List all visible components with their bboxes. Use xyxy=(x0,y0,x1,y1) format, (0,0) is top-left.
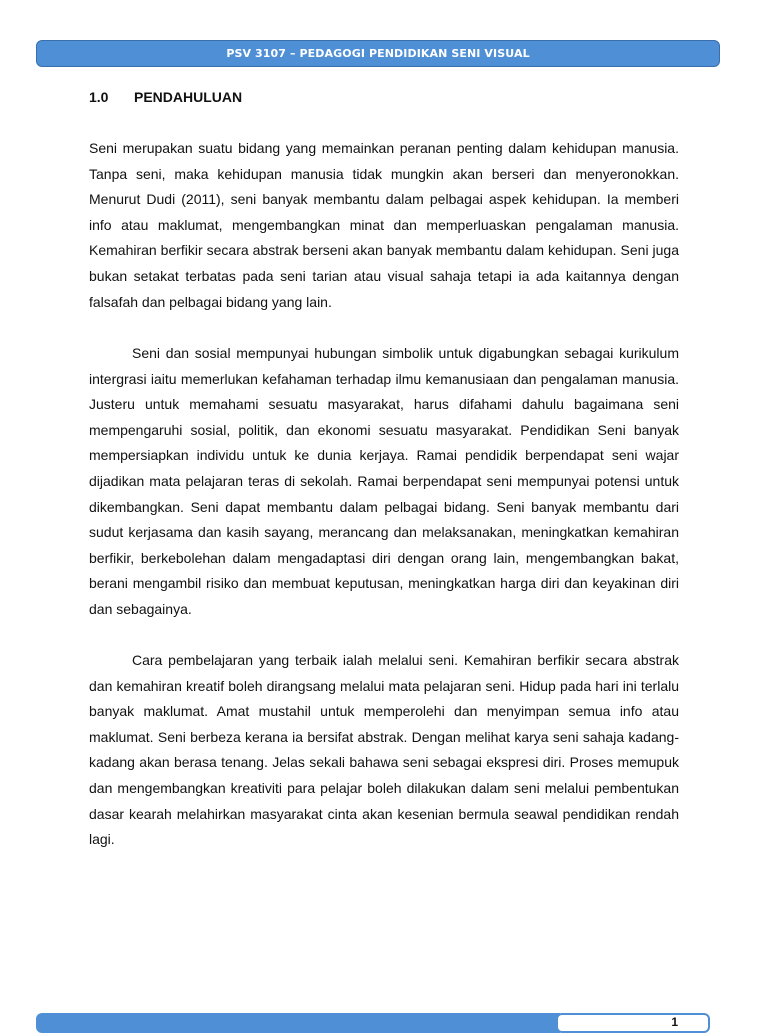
header-bar xyxy=(36,40,720,67)
section-heading xyxy=(89,89,242,105)
page-number: 1 xyxy=(671,1015,678,1029)
footer-bar xyxy=(36,1013,560,1033)
paragraph: Seni merupakan suatu bidang yang memainkan peranan penting dalam kehidupan manusia. Tanpa seni, maka kehidupan manusia tidak mungkin akan berseri dan menyeronokkan. Menurut Dudi (2011), seni banyak membantu dalam pelbagai aspek kehidupan. Ia memberi info atau maklumat, mengembangkan minat dan memperluaskan pengalaman manusia. Kemahiran berfikir secara abstrak berseni akan banyak membantu dalam kehidupan. Seni juga bukan setakat terbatas pada seni tarian atau visual sahaja tetapi ia ada kaitannya dengan falsafah dan pelbagai bidang yang lain. xyxy=(89,140,679,310)
document-title: PSV 3107 – PEDAGOGI PENDIDIKAN SENI VISUAL xyxy=(226,47,530,60)
paragraph: Seni dan sosial mempunyai hubungan simbolik untuk digabungkan sebagai kurikulum intergrasi iaitu memerlukan kefahaman terhadap ilmu kemanusiaan dan pengalaman manusia. Justeru untuk memahami sesuatu masyarakat, harus difahami dahulu bagaimana seni mempengaruhi sosial, politik, dan ekonomi sesuatu masyarakat. Pendidikan Seni banyak mempersiapkan individu untuk ke dunia kerjaya. Ramai pendidik berpendapat seni wajar dijadikan mata pelajaran teras di sekolah. Ramai berpendapat seni mempunyai potensi untuk dikembangkan. Seni dapat membantu dalam pelbagai bidang. Seni banyak membantu dari sudut kerjasama dan kasih sayang, merancang dan melaksanakan, meningkatkan kemahiran berfikir, berkebolehan dalam mengadaptasi diri dengan orang lain, mengembangkan bakat, berani mengambil risiko dan membuat keputusan, meningkatkan harga diri dan keyakinan diri dan sebagainya. xyxy=(89,345,679,617)
section-number: 1.0 xyxy=(89,89,109,105)
paragraph: Cara pembelajaran yang terbaik ialah melalui seni. Kemahiran berfikir secara abstrak dan kemahiran kreatif boleh dirangsang melalui mata pelajaran seni. Hidup pada hari ini terlalu banyak maklumat. Amat mustahil untuk memperolehi dan menyimpan semua info atau maklumat. Seni berbeza kerana ia bersifat abstrak. Dengan melihat karya seni sahaja kadang-kadang akan berasa tenang. Jelas sekali bahawa seni sebagai ekspresi diri. Proses memupuk dan mengembangkan kreativiti para pelajar boleh dilakukan dalam seni melalui pembentukan dasar kearah melahirkan masyarakat cinta akan kesenian bermula seawal pendidikan rendah lagi. xyxy=(89,652,679,848)
page-number-box xyxy=(556,1013,710,1033)
section-title: PENDAHULUAN xyxy=(134,89,243,105)
